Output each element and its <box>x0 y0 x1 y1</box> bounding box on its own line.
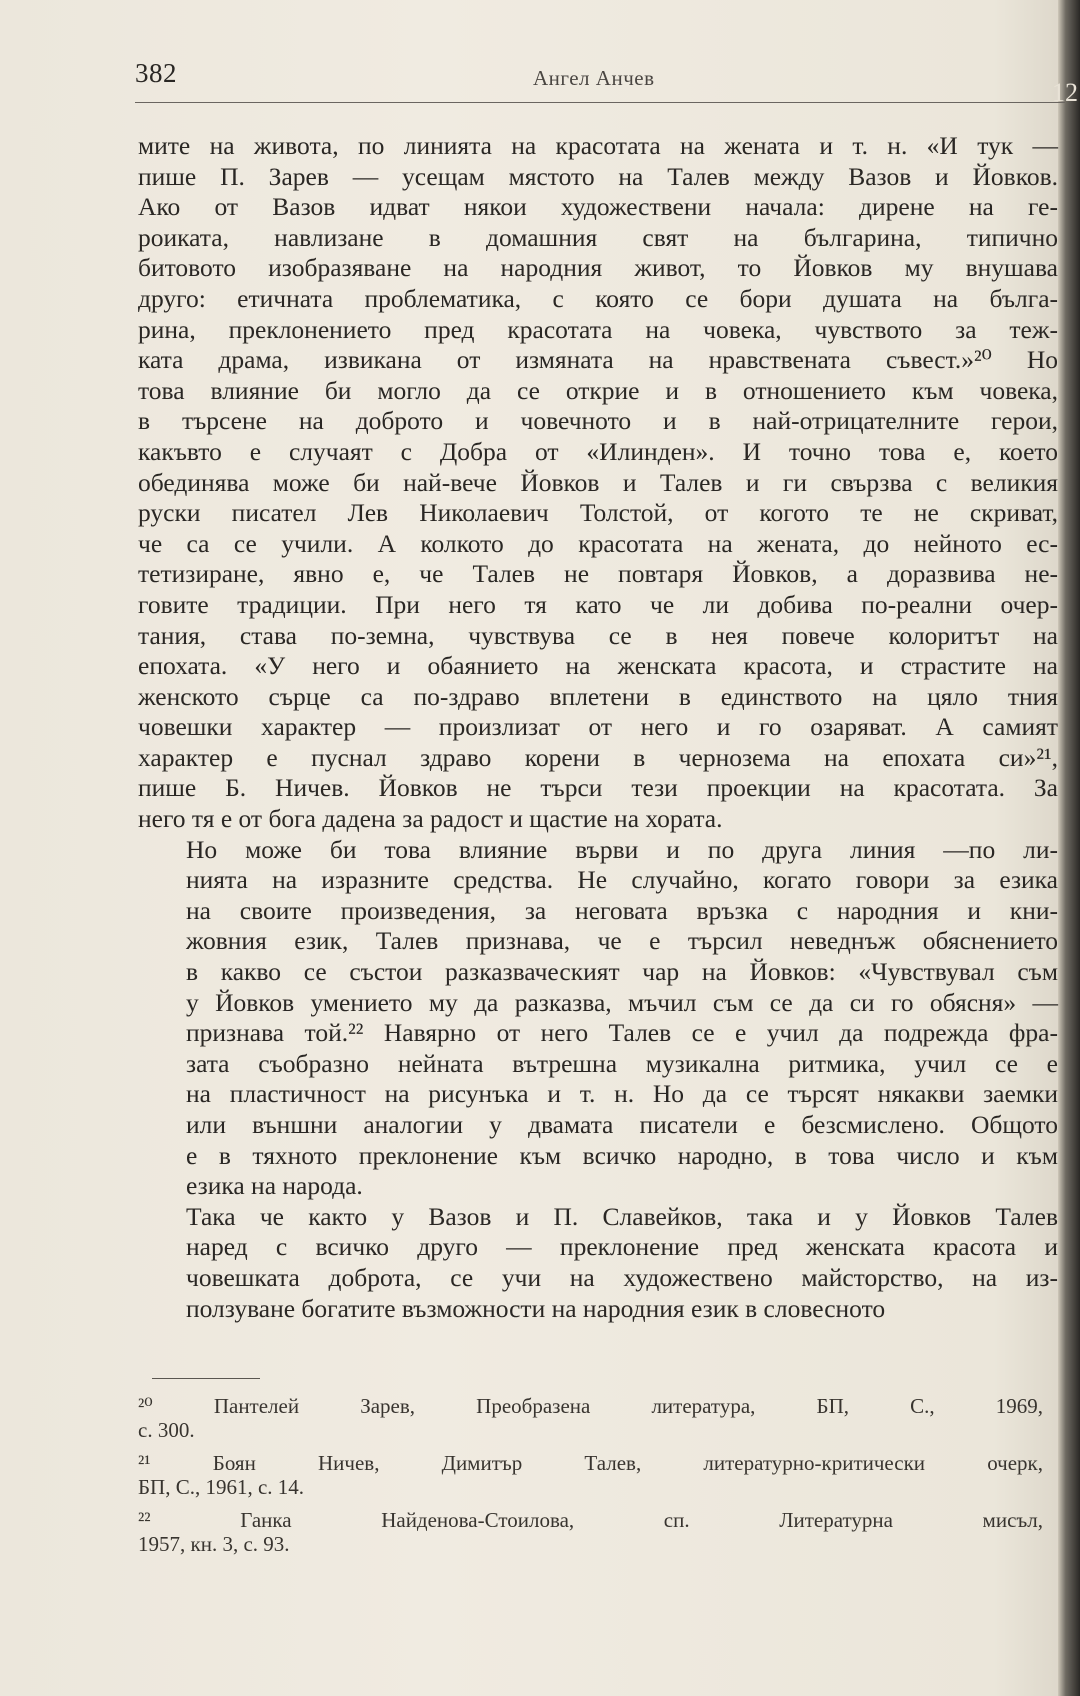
text-line: в търсене на доброто и човечното и в най-отрицателните герои, <box>138 406 1058 436</box>
page-edge <box>1052 0 1080 1696</box>
text-line: ²² Ганка Найденова-Стоилова, сп. Литературна мисъл, <box>138 1508 1043 1532</box>
text-line: ката драма, извикана от измяната на нравствената съвест.»²⁰ Но <box>138 345 1058 375</box>
text-line: обединява може би най-вече Йовков и Талев и ги свързва с великия <box>138 467 1058 497</box>
text-line: на пластичност на рисунъка и т. н. Но да се търсят някакви заемки <box>186 1079 1058 1109</box>
text-line: езика на народа. <box>186 1171 363 1201</box>
page-header <box>135 58 1065 103</box>
footnote <box>138 1394 1043 1442</box>
text-line: БП, С., 1961, с. 14. <box>138 1475 305 1499</box>
edge-page-number: 12 <box>1052 78 1078 107</box>
text-line: женското сърце са по-здраво вплетени в единството на цяло тния <box>138 681 1058 711</box>
text-line: жовния език, Талев признава, че е търсил неведнъж обяснението <box>186 926 1058 956</box>
text-line: пише Б. Ничев. Йовков не търси тези проекции на красотата. За <box>138 773 1058 803</box>
text-line: характер е пуснал здраво корени в чернозема на епохата си»²¹, <box>138 742 1058 772</box>
text-line: човешки характер — произлизат от него и го озаряват. А самият <box>138 712 1058 742</box>
text-line: в какво се състои разказваческият чар на Йовков: «Чувствувал съм <box>186 957 1058 987</box>
text-line: ползуване богатите възможности на народния език в словесното <box>186 1293 886 1323</box>
body-text <box>138 131 1058 1324</box>
text-line: руски писател Лев Николаевич Толстой, от когото те не скриват, <box>138 498 1058 528</box>
text-line: Но може би това влияние върви и по друга линия —по ли- <box>186 834 1058 864</box>
text-line: тетизиране, явно е, че Талев не повтаря Йовков, а доразвива не- <box>138 559 1058 589</box>
text-line: или външни аналогии у двамата писатели е безсмислено. Общото <box>186 1110 1058 1139</box>
text-line: мите на живота, по линията на красотата на жената и т. н. «И тук — <box>138 131 1058 160</box>
text-line: пише П. Зарев — усещам мястото на Талев между Вазов и Йовков. <box>138 161 1058 191</box>
text-line: друго: етичната проблематика, с която се бори душата на бълга- <box>138 283 1058 313</box>
text-line: ²¹ Боян Ничев, Димитър Талев, литературно-критически очерк, <box>138 1451 1043 1475</box>
text-line: човешката доброта, се учи на художествено майсторство, на из- <box>186 1262 1058 1292</box>
text-line: че са се учили. А колкото до красотата на жената, до нейното ес- <box>138 528 1058 558</box>
footnote-divider <box>152 1378 260 1379</box>
text-line: какъвто е случаят с Добра от «Илинден». И точно това е, което <box>138 436 1058 466</box>
page-number: 382 <box>135 58 177 88</box>
text-line: говите традиции. При него тя като че ли добива по-реални очер- <box>138 589 1058 619</box>
footnote <box>138 1451 1043 1499</box>
text-line: това влияние би могло да се открие и в отношението към човека, <box>138 375 1058 405</box>
running-head: Ангел Анчев <box>533 66 655 90</box>
text-line: 1957, кн. 3, с. 93. <box>138 1532 290 1556</box>
text-line: епохата. «У него и обаянието на женската красота, и страстите на <box>138 651 1058 681</box>
text-line: Ако от Вазов идват някои художествени начала: дирене на ге- <box>138 192 1058 222</box>
text-line: тания, става по-земна, чувствува се в нея повече колоритът на <box>138 620 1058 650</box>
text-line: на своите произведения, за неговата връзка с народния и кни- <box>186 895 1058 925</box>
text-line: ²⁰ Пантелей Зарев, Преобразена литература, БП, С., 1969, <box>138 1394 1043 1418</box>
footnotes <box>138 1394 1043 1565</box>
text-line: битовото изобразяване на народния живот, то Йовков му внушава <box>138 253 1058 283</box>
paragraph <box>138 131 1058 835</box>
text-line: зата съобразно нейната вътрешна музикална ритмика, учил се е <box>186 1048 1058 1078</box>
paragraph <box>138 835 1058 1202</box>
paragraph <box>138 1202 1058 1324</box>
text-line: него тя е от бога дадена за радост и щастие на хората. <box>138 804 723 834</box>
text-line: у Йовков умението му да разказва, мъчил съм се да си го обясня» — <box>186 987 1058 1017</box>
text-line: с. 300. <box>138 1418 195 1442</box>
text-line: Така че както у Вазов и П. Славейков, така и у Йовков Талев <box>186 1201 1058 1231</box>
text-line: роиката, навлизане в домашния свят на българина, типично <box>138 222 1058 252</box>
text-line: наред с всичко друго — преклонение пред женската красота и <box>186 1232 1058 1262</box>
text-line: е в тяхното преклонение към всичко народно, в това число и към <box>186 1140 1058 1170</box>
text-line: рина, преклонението пред красотата на човека, чувството за теж- <box>138 314 1058 344</box>
text-line: признава той.²² Навярно от него Талев се е учил да подрежда фра- <box>186 1018 1058 1048</box>
footnote <box>138 1508 1043 1556</box>
text-line: нията на изразните средства. Не случайно, когато говори за езика <box>186 865 1058 895</box>
